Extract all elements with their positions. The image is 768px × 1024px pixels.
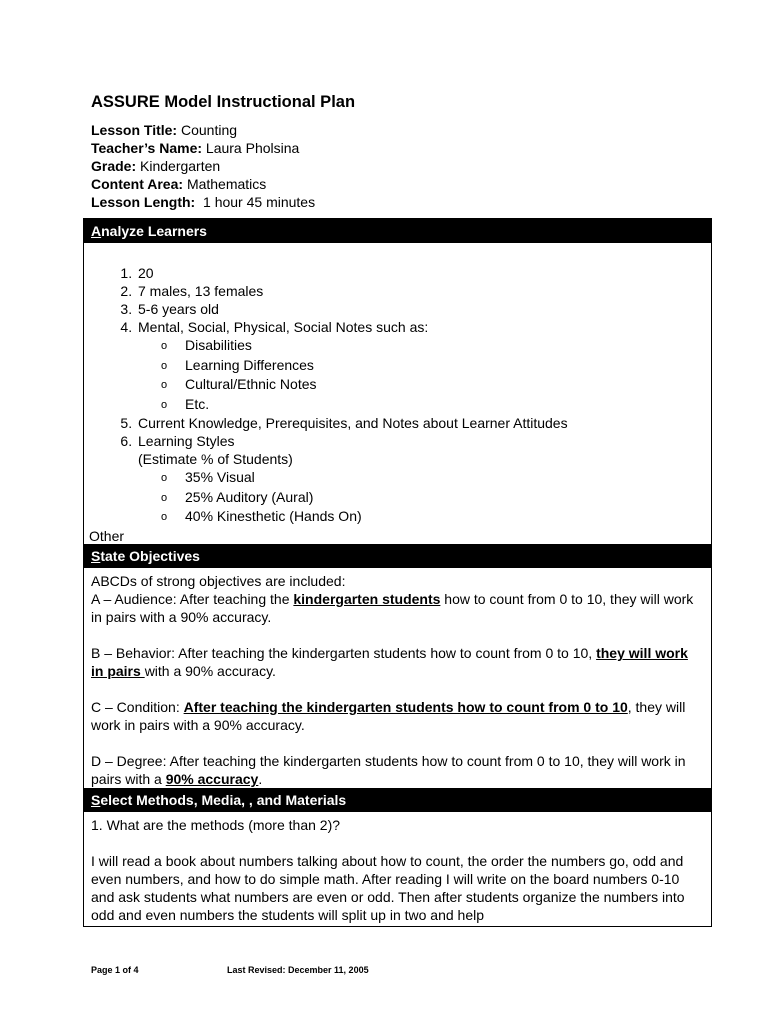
state-objectives-section (84, 568, 711, 788)
objective-text: A – Audience: After teaching the (91, 591, 294, 607)
objective-emphasis: they will work in pairs (91, 645, 688, 679)
objective-text: with a 90% accuracy. (144, 663, 276, 679)
list-item: 1. 20 (136, 264, 704, 282)
lesson-length-value: 1 hour 45 minutes (203, 194, 316, 210)
other-note: Other (89, 527, 125, 544)
styles-note: (Estimate % of Students) (138, 451, 293, 467)
lesson-title-value: Counting (180, 122, 238, 138)
list-item (136, 318, 704, 414)
notes-sublist (138, 336, 704, 414)
objective-emphasis: 90% accuracy (165, 771, 259, 787)
objective-text: . (258, 771, 263, 787)
sub-list-item: o Learning Differences (183, 356, 704, 376)
grade-row (91, 157, 315, 175)
sub-list-item: o Cultural/Ethnic Notes (183, 375, 704, 395)
teacher-row (91, 139, 315, 157)
lesson-meta (91, 121, 315, 211)
document-title: ASSURE Model Instructional Plan (91, 93, 356, 111)
list-item: 5. Current Knowledge, Prerequisites, and Notes about Learner Attitudes (136, 414, 704, 432)
sub-list-item: o Disabilities (183, 336, 704, 356)
objective-text: D – Degree: After teaching the kindergarten students how to count from 0 to 10, they will work in pairs with a (91, 753, 686, 787)
page-number: Page 1 of 4 (91, 965, 139, 975)
objectives-intro: ABCDs of strong objectives are included: (91, 573, 346, 589)
objective-text: C – Condition: (91, 699, 184, 715)
objective-emphasis: kindergarten students (293, 591, 441, 607)
lesson-length-label: Lesson Length: (91, 194, 196, 210)
teacher-label: Teacher’s Name: (91, 140, 203, 156)
objective-text: B – Behavior: After teaching the kindergarten students how to count from 0 to 10, (91, 645, 597, 661)
analyze-learners-section (84, 243, 711, 544)
objectives-header-initial: S (91, 548, 101, 564)
grade-value: Kindergarten (140, 158, 221, 174)
list-item (136, 432, 704, 527)
lesson-length-row (91, 193, 315, 211)
methods-question: 1. What are the methods (more than 2)? (91, 817, 341, 833)
grade-label: Grade: (91, 158, 137, 174)
list-item: 2. 7 males, 13 females (136, 282, 704, 300)
sub-list-item: o 35% Visual (183, 468, 704, 488)
objective-text: , they will work in pairs with a 90% accuracy. (91, 699, 686, 733)
objective-text: how to count from 0 to 10, they will work in pairs with a 90% accuracy. (91, 591, 694, 625)
sub-list-item: o Etc. (183, 395, 704, 415)
plan-table (83, 218, 712, 927)
analyze-header-rest: nalyze Learners (101, 223, 207, 239)
styles-sublist (138, 468, 704, 527)
learner-list (91, 264, 704, 527)
content-area-value: Mathematics (186, 176, 267, 192)
objective-behavior (91, 644, 704, 680)
content-area-label: Content Area: (91, 176, 184, 192)
last-revised: Last Revised: December 11, 2005 (227, 965, 369, 975)
methods-header-rest: elect Methods, Media, , and Materials (100, 792, 347, 808)
objectives-header-rest: tate Objectives (100, 548, 200, 564)
select-methods-header (84, 788, 711, 812)
analyze-header-initial: A (91, 223, 102, 239)
sub-list-item: o 40% Kinesthetic (Hands On) (183, 507, 704, 527)
list-item-text: Mental, Social, Physical, Social Notes such as: (138, 319, 429, 335)
sub-list-item: o 25% Auditory (Aural) (183, 488, 704, 508)
analyze-learners-header (84, 219, 711, 243)
list-item: 3. 5-6 years old (136, 300, 704, 318)
objective-condition (91, 698, 704, 734)
list-item-text: Learning Styles (138, 433, 235, 449)
select-methods-section (84, 812, 711, 926)
lesson-title-label: Lesson Title: (91, 122, 178, 138)
content-area-row (91, 175, 315, 193)
objective-emphasis: After teaching the kindergarten students how to count from 0 to 10 (183, 699, 628, 715)
methods-header-initial: S (91, 792, 101, 808)
objective-degree (91, 752, 704, 788)
objective-audience (91, 590, 704, 626)
lesson-title-row (91, 121, 315, 139)
methods-paragraph: I will read a book about numbers talking about how to count, the order the numbers go, odd and even numbers, and how to do simple math. After reading I will write on the board numbers 0-10 and ask students what numbers are even or odd. Then after students organize the numbers into odd and even numbers the students will split up in two and help (91, 853, 685, 923)
teacher-value: Laura Pholsina (205, 140, 300, 156)
state-objectives-header (84, 544, 711, 568)
